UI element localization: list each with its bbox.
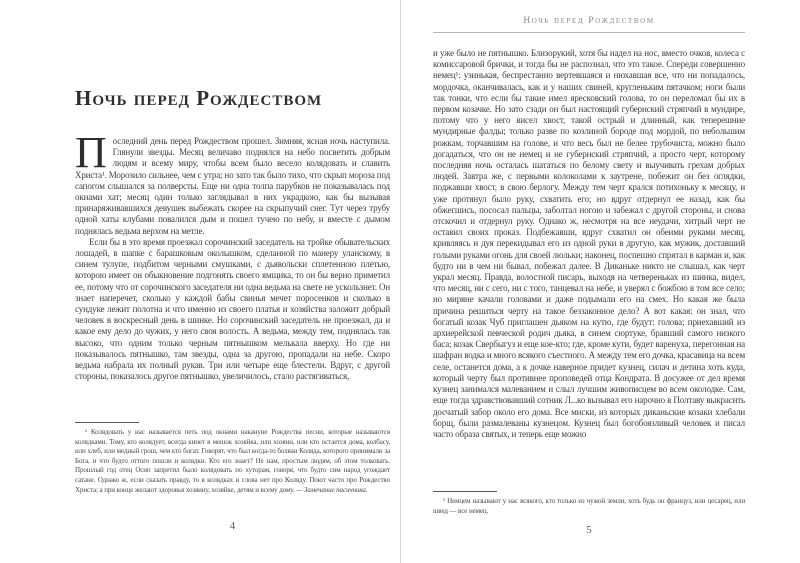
page-number-right: 5	[586, 524, 592, 536]
chapter-title: Ночь перед Рождеством	[75, 86, 323, 110]
left-footnote-block	[75, 422, 390, 495]
footnote-text: ¹ Немцем называют у нас всякого, кто только из чужой земли, хоть будь он француз, или цесарец, или швед — все немец.	[433, 497, 745, 515]
right-page	[433, 0, 745, 563]
footnote-text: ¹ Колядовать у нас называется петь под окнами накануне Рождества песни, которые называются колядками. Тому, кто колядует, всегда кинет в мешок хозяйка, или хозяин, или кто остается дома, колбасу, или хлеб, или медный грош, чем кто богат. Говорят, что был когда-то болван Коляда, которого принимали за Бога, и что будто оттого пошли и колядки. Кто его знает? Не нам, простым людям, об этом толковать. Прошлый год отец Осип запретил было колядовать по хуторам, говоря, что будто сим народ угождает сатане. Однако ж, если сказать правду, то в колядках и слова нет про Коляду. Поют часто про Рождество Христа; а при конце желают здоровья хозяину, хозяйке, детям и всему дому.	[75, 428, 390, 494]
left-page	[75, 0, 390, 563]
page-gutter-divider	[400, 0, 401, 563]
footnote	[433, 497, 745, 516]
paragraph: Если бы в это время проезжал сорочинский заседатель на тройке обывательских лошадей, в шапке с барашковым околышком, сделанной по манеру уланскому, в синем тулупе, подбитом черными смушками, с дьявольски сплетенною плетью, которою имеет он обыкновение подгонять своего ямщика, то он бы верно приметил ее, потому что от сорочинского заседателя ни одна ведьма на свете не ускользнет. Он знает наперечет, сколько у каждой бабы свинья мечет поросенков и сколько в сундуке лежит полотна и что именно из своего платья и хозяйства заложит добрый человек в воскресный день в шинке. Но сорочинский заседатель не проезжал, да и какое ему дело до чужих, у него своя волость. А ведьма, между тем, поднялась так высоко, что одним только черным пятнышком мелькала вверху. Но где ни показывалось пятнышко, там звезды, одна за другою, пропадали на небе. Скоро ведьма набрала их полный рукав. Три или четыре еще блестели. Вдруг, с другой стороны, показалось другое пятнышко, увеличилось, стало растягиваться,	[75, 236, 390, 382]
paragraph-text: оследний день перед Рождеством прошел. Зимняя, ясная ночь наступила. Глянули звезды. Месяц величаво поднялся на небо посветить добрым людям и всему миру, чтобы всем было весело колядовать и славить Христа¹. Морозило сильнее, чем с утра; но зато так было тихо, что скрып мороза под сапогом слышался за полверсты. Еще ни одна толпа парубков не показывалась под окнами хат; месяц один только заглядывал в них украдкою, как бы вызывая принаряживавшихся девушек выбежать скорее на скрыпучий снег. Тут через трубу одной хаты клубами повалился дым и пошел тучею по небу, и вместе с дымом поднялась ведьма верхом на метле.	[75, 136, 390, 236]
footnote-signature: — Замечание пасичника.	[296, 485, 368, 494]
left-page-body	[75, 136, 390, 421]
running-header: Ночь перед Рождеством	[433, 16, 745, 33]
footnote-divider	[75, 422, 139, 423]
right-page-body	[433, 48, 745, 488]
footnote	[75, 428, 390, 495]
footnote-divider	[433, 491, 497, 492]
page-number-left: 4	[229, 520, 236, 532]
drop-cap: П	[75, 136, 107, 177]
right-footnote-block	[433, 491, 745, 516]
paragraph	[75, 136, 390, 237]
paragraph: и уже было не пятнышко. Близорукий, хотя бы надел на нос, вместо очков, колеса с комиссаровой брички, и тогда бы не распознал, что это такое. Спереди совершенно немец¹: узинькая, беспрестанно вертевшаяся и нюхавшая все, что ни попадалось, мордочка, оканчивалась, как и у наших свиней, кругленьким пятачком; ноги были так тонки, что если бы такие имел яресковский голова, то он переломал бы их в первом козачке. Но зато сзади он был настоящий губернский стряпчий в мундире, потому что у него висел хвост, такой острый и длинный, как теперешние мундирные фалды; только разве по козлиной бороде под мордой, по небольшим рожкам, торчавшим на голове, и что весь был не белее трубочиста, можно было догадаться, что он не немец и не губернский стряпчий, а просто черт, которому последняя ночь осталась шататься по белому свету и выучивать грехам добрых людей. Завтра же, с первыми колоколами к заутрене, побежит он без оглядки, поджавши хвост, в свою берлогу. Между тем черт крался потихоньку к месяцу, и уже протянул было руку, схватить его; но вдруг отдернул ее назад, как бы обжегшись, пососал пальцы, заболтал ногою и забежал с другой стороны, и снова отскочил и отдернул руку. Однако ж, несмотря на все неудачи, хитрый черт не оставил своих проказ. Подбежавши, вдруг схватил он обеими руками месяц, кривляясь и дуя перекидывал его из одной руки в другую, как мужик, доставший голыми руками огонь для своей люльки; наконец, поспешно спрятал в карман и, как будто ни в чем ни бывал, побежал далее. В Диканьке никто не слышал, как черт украл месяц. Правда, волостной писарь, выходя на четвереньках из шинка, видел, что месяц, ни с сего, ни с того, танцевал на небе, и уверял с божбою в том все село; но миряне качали головами и даже подымали его на смех. Но какая же была причина решиться черту на такое беззаконное дело? А вот какая: он знал, что богатый козак Чуб приглашен дьяком на кутю, где будут: голова; приехавший из архиерейской певческой родич дьяка, в синем сюртуке, бравший самого низкого баса; козак Свербыгуз и еще кое-кто; где, кроме кути, будет варенуха, перегонная на шафран водка и много всякого съестного. А между тем его дочка, красавица на всем селе, останется дома, а к дочке наверное придет кузнец, силач и детина хоть куда, который черту был противнее проповедей отца Кондрата. В досужее от дел время кузнец занимался малеванием и слыл лучшим живописцем во всем околодке. Сам, еще тогда здравствовавший сотник Л...ко вызывал его нарочно в Полтаву выкрасить досчатый забор около его дома. Все миски, из которых диканьские козаки хлебали борщ, были размалеваны кузнецом. Кузнец был богобоязливый человек и писал часто образа святых, и теперь еще можно	[433, 48, 745, 439]
